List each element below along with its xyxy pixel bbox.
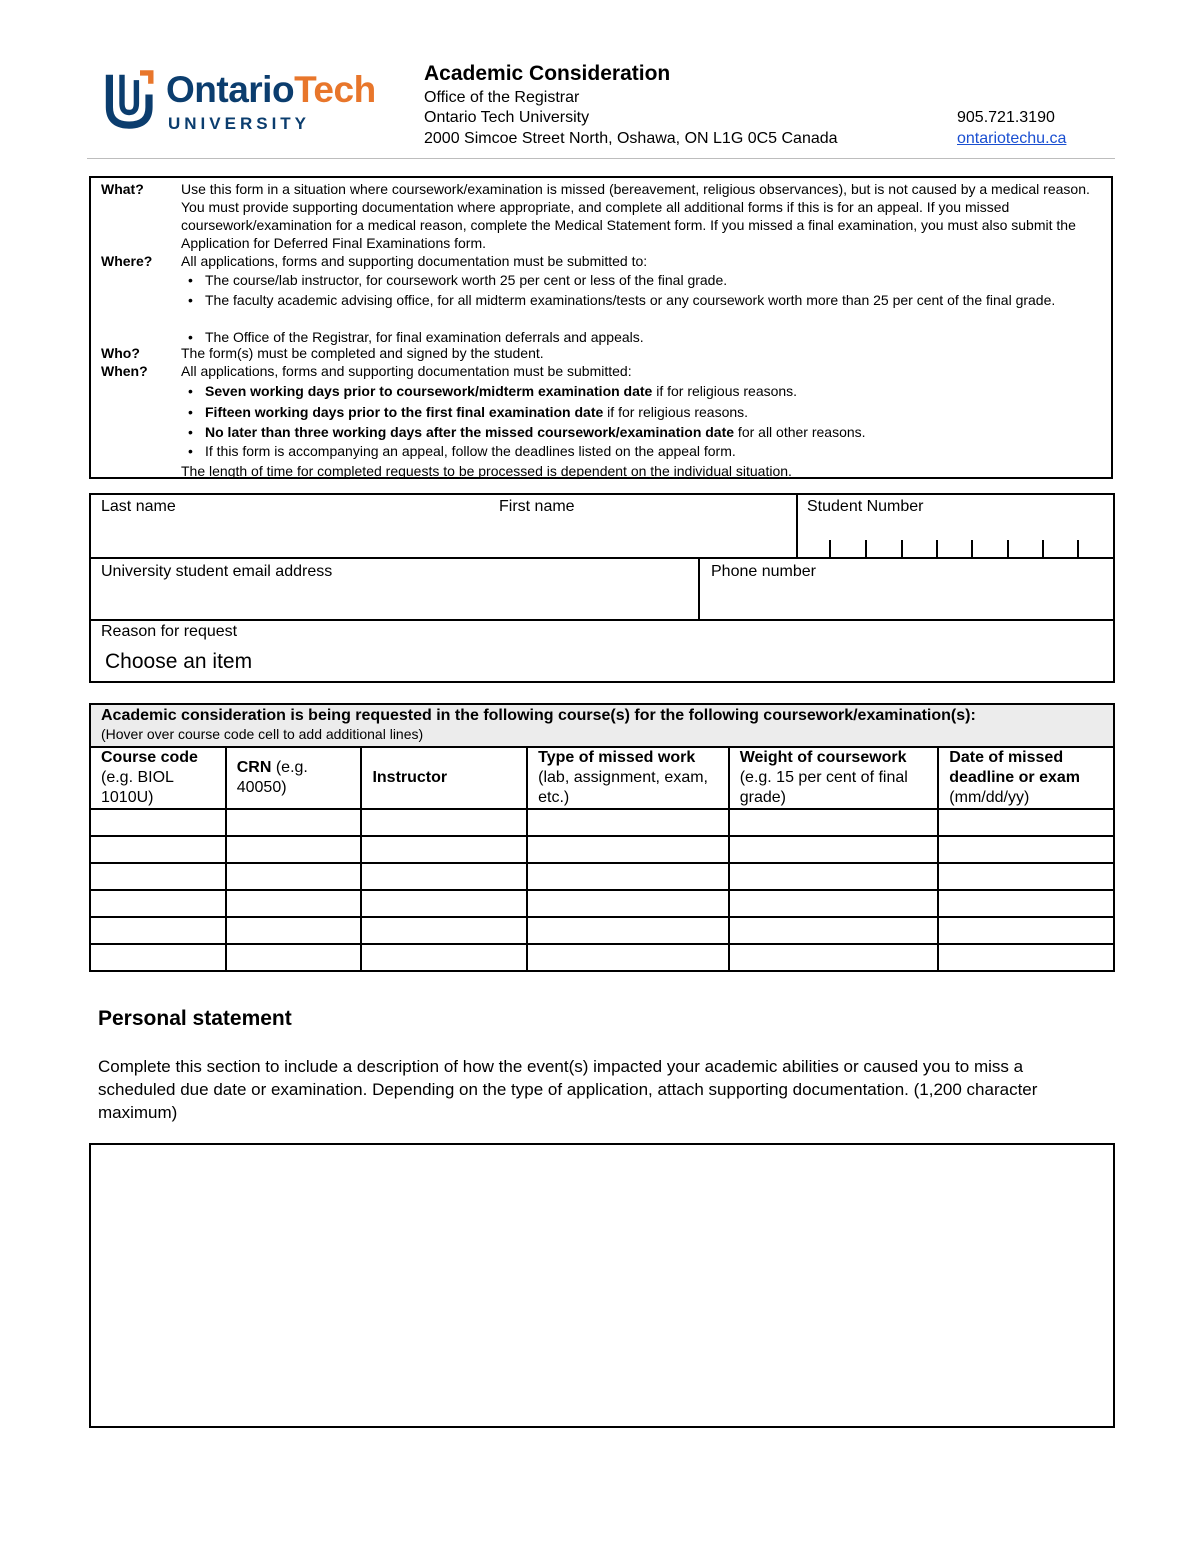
when-label: When? (101, 363, 148, 379)
where-label: Where? (101, 253, 153, 269)
first-name-input[interactable] (499, 519, 789, 555)
where-text: All applications, forms and supporting documentation must be submitted to: (181, 253, 648, 269)
table-cell[interactable] (938, 944, 1114, 971)
divider (91, 619, 1113, 621)
table-cell[interactable] (527, 809, 729, 836)
table-cell[interactable] (226, 836, 362, 863)
phone-label: Phone number (711, 563, 816, 580)
when-text: All applications, forms and supporting documentation must be submitted: (181, 363, 632, 379)
last-name-label: Last name (101, 498, 176, 515)
email-input[interactable] (91, 583, 696, 617)
address: 2000 Simcoe Street North, Oshawa, ON L1G 0C5 Canada (424, 130, 838, 147)
what-label: What? (101, 181, 144, 197)
table-cell[interactable] (938, 890, 1114, 917)
ontario-tech-logo-mark (104, 66, 158, 132)
table-row (90, 917, 1114, 944)
table-cell[interactable] (90, 917, 226, 944)
table-cell[interactable] (729, 890, 939, 917)
university-name: Ontario Tech University (424, 109, 590, 126)
table-cell[interactable] (226, 917, 362, 944)
personal-statement-textarea[interactable] (89, 1143, 1115, 1428)
divider (91, 557, 1113, 559)
column-header-crn: CRN (e.g. 40050) (226, 747, 362, 809)
header-divider (87, 158, 1115, 159)
what-text: Use this form in a situation where coursework/examination is missed (bereavement, religious observances), but is not caused by a medical reason. You must provide supporting documentation where appropriate, and complete all additional forms if this is for an appeal. If you missed coursework/examination for a medical reason, complete the Medical Statement form. If you missed a final examination, you must also submit the Application for Deferred Final Examinations form. (181, 181, 1090, 251)
where-bullet: • The faculty academic advising office, for all midterm examinations/tests or any coursework worth more than 25 per cent of the final grade. (185, 291, 1095, 309)
email-label: University student email address (101, 563, 333, 580)
who-text: The form(s) must be completed and signed by the student. (181, 345, 544, 361)
where-bullet: • The course/lab instructor, for coursework worth 25 per cent or less of the final grade. (185, 271, 1095, 289)
column-header-course-code: Course code (e.g. BIOL 1010U) (90, 747, 226, 809)
table-cell[interactable] (938, 917, 1114, 944)
where-bullet: • The Office of the Registrar, for final examination deferrals and appeals. (185, 328, 1095, 346)
divider (698, 557, 700, 619)
table-row (90, 836, 1114, 863)
column-header-date: Date of missed deadline or exam (mm/dd/yy) (938, 747, 1114, 809)
table-cell[interactable] (226, 944, 362, 971)
when-bullet: • No later than three working days after the missed coursework/examination date for all other reasons. (185, 423, 1095, 441)
table-cell[interactable] (226, 890, 362, 917)
table-cell[interactable] (729, 836, 939, 863)
personal-statement-title: Personal statement (98, 1007, 292, 1030)
table-cell[interactable] (527, 944, 729, 971)
closing-text: The length of time for completed requests to be processed is dependent on the individual situation. (181, 463, 792, 479)
student-number-input[interactable] (828, 540, 1088, 557)
table-cell[interactable] (729, 917, 939, 944)
table-cell[interactable] (938, 836, 1114, 863)
logo-subtitle: UNIVERSITY (168, 114, 311, 133)
when-bullet: • If this form is accompanying an appeal, follow the deadlines listed on the appeal form. (185, 442, 1095, 460)
table-cell[interactable] (527, 890, 729, 917)
reason-label: Reason for request (101, 623, 238, 640)
phone-number: 905.721.3190 (957, 109, 1055, 126)
when-bullet: • Fifteen working days prior to the first final examination date if for religious reasons. (185, 403, 1095, 421)
table-cell[interactable] (90, 836, 226, 863)
table-cell[interactable] (90, 944, 226, 971)
table-cell[interactable] (90, 863, 226, 890)
table-cell[interactable] (361, 836, 527, 863)
student-number-label: Student Number (807, 498, 924, 515)
who-label: Who? (101, 345, 140, 361)
dropdown-underline (101, 681, 477, 682)
table-row (90, 944, 1114, 971)
column-header-weight: Weight of coursework (e.g. 15 per cent of final grade) (729, 747, 939, 809)
table-cell[interactable] (226, 809, 362, 836)
table-cell[interactable] (361, 863, 527, 890)
table-cell[interactable] (361, 890, 527, 917)
column-header-instructor: Instructor (361, 747, 527, 809)
divider (796, 495, 798, 557)
personal-statement-description: Complete this section to include a description of how the event(s) impacted your academic abilities or caused you to miss a scheduled due date or examination. Depending on the type of application, attach supporting documentation. (1,200 character maximum) (98, 1057, 1038, 1122)
column-header-type: Type of missed work (lab, assignment, exam, etc.) (527, 747, 729, 809)
table-cell[interactable] (729, 944, 939, 971)
table-cell[interactable] (527, 836, 729, 863)
phone-input[interactable] (701, 583, 1111, 617)
table-cell[interactable] (226, 863, 362, 890)
when-bullet: • Seven working days prior to coursework/midterm examination date if for religious reasons. (185, 382, 1095, 400)
table-cell[interactable] (361, 809, 527, 836)
student-details-box (89, 493, 1115, 683)
website-link[interactable]: ontariotechu.ca (957, 130, 1067, 147)
table-row (90, 890, 1114, 917)
table-cell[interactable] (90, 890, 226, 917)
form-title: Academic Consideration (424, 62, 671, 85)
table-cell[interactable] (729, 809, 939, 836)
logo-wordmark: OntarioTech (166, 69, 376, 110)
instructions-box (89, 176, 1113, 479)
course-table-heading: Academic consideration is being requested in the following course(s) for the following coursework/examination(s): (Hover over course code cell to add additional lines) (90, 704, 1114, 747)
course-table (89, 703, 1115, 972)
first-name-label: First name (499, 498, 575, 515)
table-cell[interactable] (938, 809, 1114, 836)
office-name: Office of the Registrar (424, 89, 580, 106)
table-row (90, 809, 1114, 836)
table-cell[interactable] (527, 863, 729, 890)
table-cell[interactable] (361, 917, 527, 944)
table-cell[interactable] (361, 944, 527, 971)
reason-dropdown[interactable]: Choose an item (105, 650, 253, 673)
table-cell[interactable] (729, 863, 939, 890)
table-cell[interactable] (90, 809, 226, 836)
table-row (90, 863, 1114, 890)
table-cell[interactable] (527, 917, 729, 944)
table-cell[interactable] (938, 863, 1114, 890)
